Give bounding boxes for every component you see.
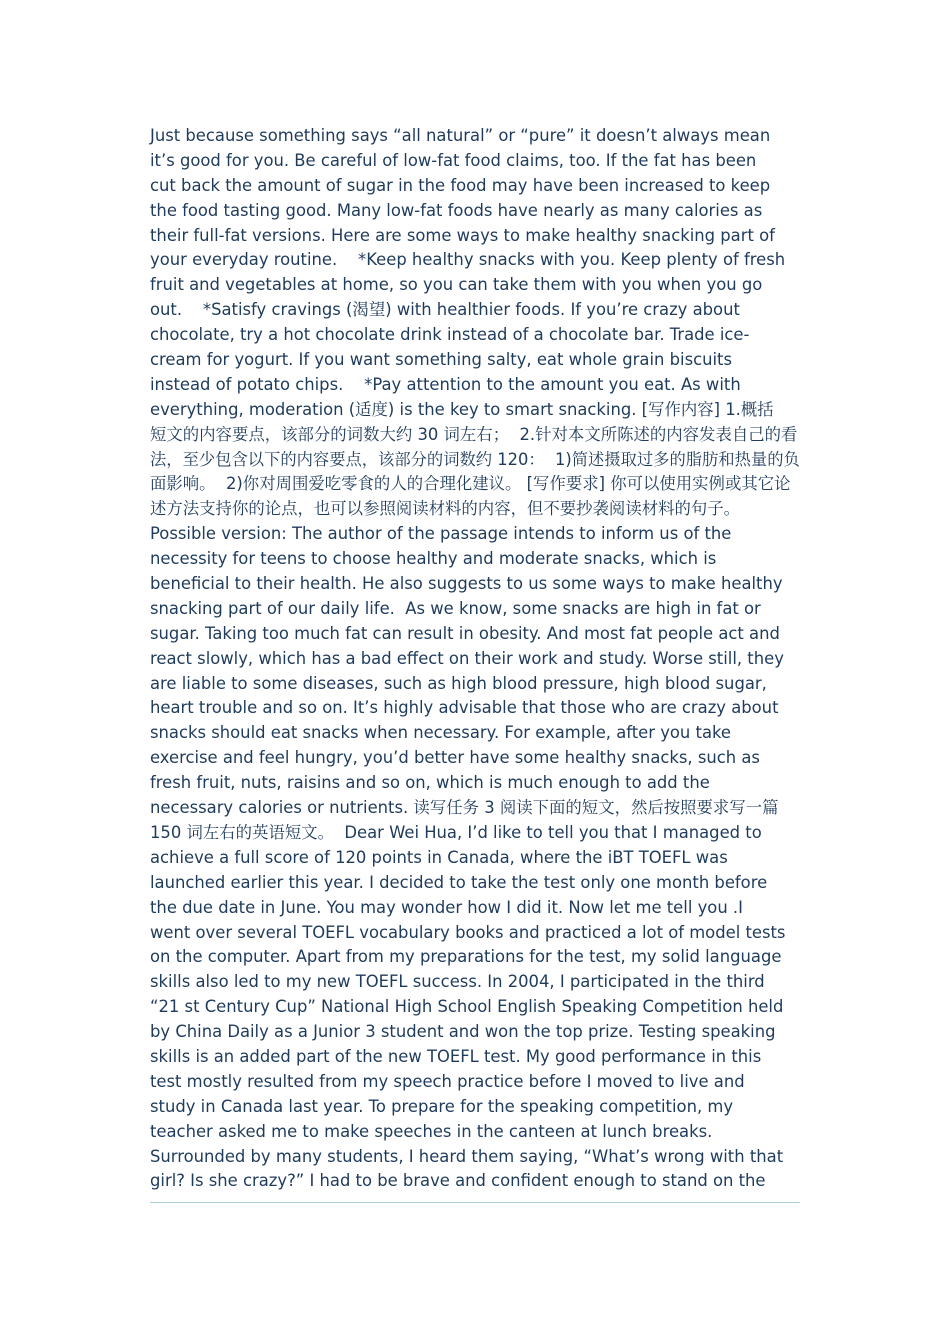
text-line: out. *Satisfy cravings (渴望) with healthier foods. If you’re crazy about [150, 300, 740, 320]
text-line: necessary calories or nutrients. 读写任务 3 阅读下面的短文，然后按照要求写一篇 [150, 798, 779, 818]
text-line: Possible version: The author of the passage intends to inform us of the [150, 524, 732, 544]
body-text [150, 124, 800, 1194]
text-line: snacks should eat snacks when necessary. For example, after you take [150, 723, 731, 743]
text-line: instead of potato chips. *Pay attention to the amount you eat. As with [150, 374, 741, 394]
text-line: snacking part of our daily life. As we know, some snacks are high in fat or [150, 598, 761, 618]
text-line: girl? Is she crazy?” I had to be brave and confident enough to stand on the [150, 1171, 766, 1191]
text-line: exercise and feel hungry, you’d better have some healthy snacks, such as [150, 748, 760, 768]
text-line: launched earlier this year. I decided to take the test only one month before [150, 872, 768, 892]
text-line: your everyday routine. *Keep healthy snacks with you. Keep plenty of fresh [150, 250, 786, 270]
text-line: test mostly resulted from my speech practice before I moved to live and [150, 1071, 745, 1091]
text-line: “21 st Century Cup” National High School English Speaking Competition held [150, 997, 784, 1017]
text-line: everything, moderation (适度) is the key to smart snacking. [写作内容] 1.概括 [150, 399, 774, 419]
text-line: achieve a full score of 120 points in Canada, where the iBT TOEFL was [150, 847, 728, 867]
text-line: Just because something says “all natural” or “pure” it doesn’t always mean [150, 126, 771, 145]
text-line: beneficial to their health. He also suggests to us some ways to make healthy [150, 574, 783, 594]
text-line: by China Daily as a Junior 3 student and won the top prize. Testing speaking [150, 1022, 776, 1042]
text-line: cut back the amount of sugar in the food may have been increased to keep [150, 175, 771, 195]
text-line: 法，至少包含以下的内容要点，该部分的词数约 120： 1)简述摄取过多的脂肪和热量的负 [150, 449, 800, 469]
text-line: on the computer. Apart from my preparations for the test, my solid language [150, 947, 782, 967]
text-line: sugar. Taking too much fat can result in obesity. And most fat people act and [150, 623, 780, 643]
text-line: the food tasting good. Many low-fat foods have nearly as many calories as [150, 200, 763, 220]
text-line: react slowly, which has a bad effect on their work and study. Worse still, they [150, 648, 784, 668]
text-line: went over several TOEFL vocabulary books and practiced a lot of model tests [150, 922, 786, 942]
text-line: teacher asked me to make speeches in the canteen at lunch breaks. [150, 1121, 713, 1141]
text-line: 短文的内容要点，该部分的词数大约 30 词左右； 2.针对本文所陈述的内容发表自己的看 [150, 424, 798, 444]
text-line: Surrounded by many students, I heard them saying, “What’s wrong with that [150, 1146, 784, 1166]
text-line: 面影响。 2)你对周围爱吃零食的人的合理化建议。 [写作要求] 你可以使用实例或其它论 [150, 474, 791, 494]
text-line: study in Canada last year. To prepare for the speaking competition, my [150, 1096, 734, 1116]
text-line: are liable to some diseases, such as high blood pressure, high blood sugar, [150, 673, 767, 693]
text-line: cream for yogurt. If you want something salty, eat whole grain biscuits [150, 350, 733, 370]
text-line: their full-fat versions. Here are some ways to make healthy snacking part of [150, 225, 775, 245]
text-line: skills also led to my new TOEFL success. In 2004, I participated in the third [150, 972, 765, 992]
text-line: 述方法支持你的论点，也可以参照阅读材料的内容，但不要抄袭阅读材料的句子。 [150, 499, 741, 519]
text-line: skills is an added part of the new TOEFL test. My good performance in this [150, 1046, 762, 1066]
text-line: chocolate, try a hot chocolate drink instead of a chocolate bar. Trade ice- [150, 325, 750, 345]
text-line: necessity for teens to choose healthy and moderate snacks, which is [150, 549, 717, 569]
text-line: heart trouble and so on. It’s highly advisable that those who are crazy about [150, 698, 779, 718]
text-line: the due date in June. You may wonder how I did it. Now let me tell you .I [150, 897, 743, 917]
text-line: 150 词左右的英语短文。 Dear Wei Hua, I’d like to tell you that I managed to [150, 822, 762, 842]
text-line: it’s good for you. Be careful of low-fat food claims, too. If the fat has been [150, 150, 757, 170]
footer-divider [150, 1202, 800, 1203]
text-line: fruit and vegetables at home, so you can take them with you when you go [150, 275, 763, 295]
text-line: fresh fruit, nuts, raisins and so on, which is much enough to add the [150, 773, 710, 793]
